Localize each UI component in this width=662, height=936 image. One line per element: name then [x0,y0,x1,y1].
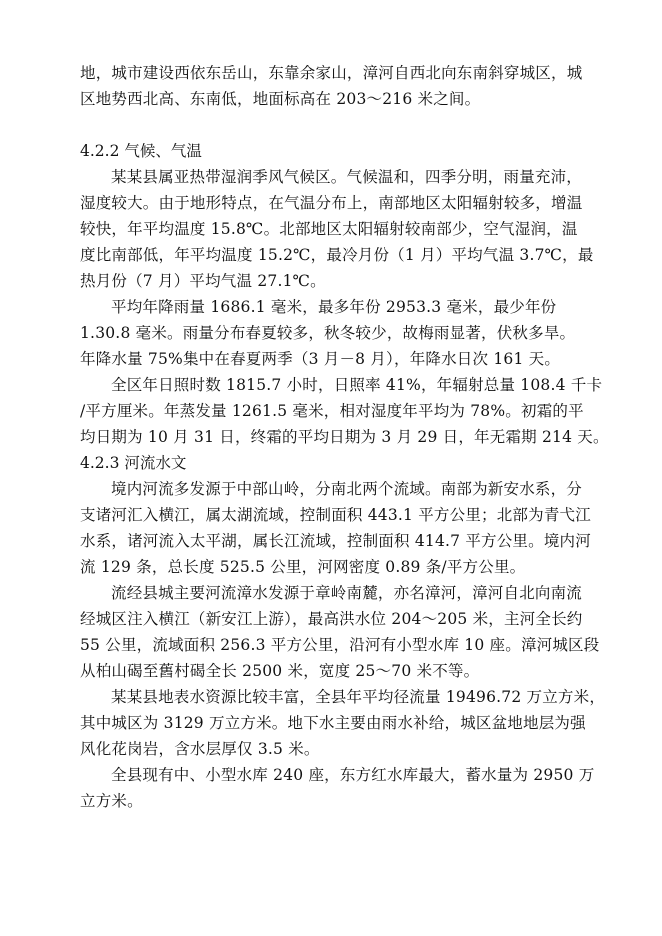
text-line: 流经县城主要河流漳水发源于章岭南麓，亦名漳河，漳河自北向南流 [111,584,583,602]
section-heading: 4.2.2 气候、气温 [80,142,202,160]
text-line: 全区年日照时数 1815.7 小时，日照率 41%，年辐射总量 108.4 千卡 [111,376,603,394]
intro-paragraph [80,60,602,112]
section-heading: 4.2.3 河流水文 [80,454,187,472]
text-line: 热月份（7 月）平均气温 27.1℃。 [80,272,326,290]
text-line: 较快，年平均温度 15.8℃。北部地区太阳辐射较南部少，空气湿润，温 [80,220,578,238]
text-line: 55 公里，流域面积 256.3 平方公里，沿河有小型水库 10 座。漳河城区段 [80,636,600,654]
section-climate [80,138,609,450]
text-line: 某某县属亚热带湿润季风气候区。气候温和，四季分明，雨量充沛， [111,168,583,186]
text-line: /平方厘米。年蒸发量 1261.5 毫米，相对湿度年平均为 78%。初霜的平 [80,402,584,420]
text-line: 风化花岗岩，含水层厚仅 3.5 米。 [80,740,320,758]
text-line: 其中城区为 3129 万立方米。地下水主要由雨水补给，城区盆地地层为强 [80,714,586,732]
hydrology-paragraph-1 [80,476,602,580]
text-line: 立方米。 [80,792,143,810]
climate-paragraph-3 [80,372,609,450]
climate-paragraph-2 [80,294,602,372]
text-line: 全县现有中、小型水库 240 座，东方红水库最大，蓄水量为 2950 万 [111,766,595,784]
text-line: 区地势西北高、东南低，地面标高在 203～216 米之间。 [80,90,481,108]
hydrology-paragraph-3 [80,684,606,762]
text-line: 湿度较大。由于地形特点，在气温分布上，南部地区太阳辐射较多，增温 [80,194,583,212]
text-line: 年降水量 75%集中在春夏两季（3 月－8 月），年降水日次 161 天。 [80,350,561,368]
text-line: 境内河流多发源于中部山岭，分南北两个流域。南部为新安水系，分 [111,480,583,498]
text-line: 均日期为 10 月 31 日，终霜的平均日期为 3 月 29 日，年无霜期 214 天。 [80,428,609,446]
text-line: 1.30.8 毫米。雨量分布春夏较多，秋冬较少，故梅雨显著，伏秋多旱。 [80,324,576,342]
hydrology-paragraph-4 [80,762,602,814]
text-line: 经城区注入横江（新安江上游），最高洪水位 204～205 米，主河全长约 [80,610,583,628]
section-hydrology [80,450,606,814]
hydrology-paragraph-2 [80,580,602,684]
text-line: 度比南部低，年平均温度 15.2℃，最冷月份（1 月）平均气温 3.7℃，最 [80,246,594,264]
text-line: 从柏山碣至舊村碣全长 2500 米，宽度 25～70 米不等。 [80,662,480,680]
text-line: 地，城市建设西依东岳山，东靠余家山，漳河自西北向东南斜穿城区，城 [80,64,583,82]
text-line: 流 129 条，总长度 525.5 公里，河网密度 0.89 条/平方公里。 [80,558,526,576]
blank-line [80,112,602,138]
text-line: 水系，诸河流入太平湖，属长江流域，控制面积 414.7 平方公里。境内河 [80,532,591,550]
text-line: 支诸河汇入横江，属太湖流域，控制面积 443.1 平方公里；北部为青弋江 [80,506,591,524]
climate-paragraph-1 [80,164,602,294]
text-line: 某某县地表水资源比较丰富，全县年平均径流量 19496.72 万立方米， [111,688,606,706]
text-line: 平均年降雨量 1686.1 毫米，最多年份 2953.3 毫米，最少年份 [111,298,557,316]
